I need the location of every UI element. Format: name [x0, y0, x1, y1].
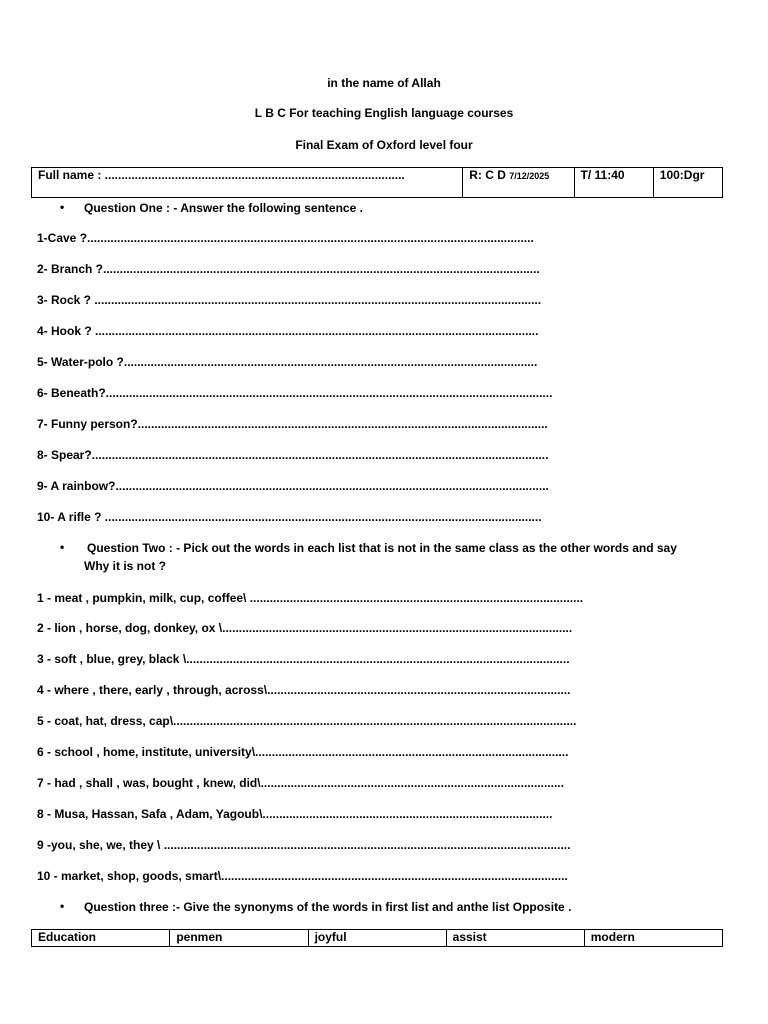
q2-title-line-2: Why it is not ?	[84, 559, 166, 573]
rcd-label: R: C D	[469, 168, 506, 182]
q2-item-9[interactable]: 9 -you, she, we, they \ ..........................................................................................................................	[37, 838, 571, 852]
degree-cell	[653, 168, 722, 198]
q2-title: Question Two : - Pick out the words in each list that is not in the same class as the other words and say	[87, 541, 677, 555]
q1-item-8[interactable]: 8- Spear?.........................................................................................................................................	[37, 448, 549, 462]
q3-word-cell	[446, 930, 584, 947]
q1-item-4[interactable]: 4- Hook ? .....................................................................................................................................	[37, 324, 539, 338]
q2-item-3[interactable]: 3 - soft , blue, grey, black \...................................................................................................................	[37, 652, 570, 666]
bullet-icon: •	[60, 540, 65, 554]
degree-value: 100:Dgr	[659, 168, 705, 182]
q1-item-6[interactable]: 6- Beneath?......................................................................................................................................	[37, 386, 553, 400]
q2-item-6[interactable]: 6 - school , home, institute, university\..............................................................................................	[37, 745, 569, 759]
full-name-field[interactable]: Full name : ..........................................................................................	[38, 168, 405, 182]
q3-word-2: penmen	[176, 930, 223, 944]
q2-item-8[interactable]: 8 - Musa, Hassan, Safa , Adam, Yagoub\.......................................................................................	[37, 807, 553, 821]
full-name-cell[interactable]	[32, 168, 463, 198]
q1-title: Question One : - Answer the following sentence .	[84, 201, 363, 215]
q1-item-9[interactable]: 9- A rainbow?..................................................................................................................................	[37, 479, 549, 493]
q1-item-3[interactable]: 3- Rock ? ......................................................................................................................................	[37, 293, 542, 307]
header-line-2: L B C For teaching English language courses	[254, 106, 514, 120]
header-line-1: in the name of Allah	[327, 76, 441, 90]
info-table	[31, 167, 723, 198]
q1-item-7[interactable]: 7- Funny person?...........................................................................................................................	[37, 417, 548, 431]
time-value: T/ 11:40	[580, 168, 625, 182]
q3-word-4: assist	[452, 930, 487, 944]
bullet-icon: •	[60, 899, 65, 913]
q2-item-4[interactable]: 4 - where , there, early , through, across\...........................................................................................	[37, 683, 571, 697]
rcd-date: 7/12/2025	[509, 171, 550, 181]
q3-word-5: modern	[590, 930, 635, 944]
q3-word-cell	[32, 930, 170, 947]
q1-item-10[interactable]: 10- A rifle ? ...................................................................................................................................	[37, 510, 542, 524]
q2-item-7[interactable]: 7 - had , shall , was, bought , knew, did\...........................................................................................	[37, 776, 564, 790]
q2-item-2[interactable]: 2 - lion , horse, dog, donkey, ox \.........................................................................................................	[37, 621, 573, 635]
time-cell	[574, 168, 653, 198]
q3-word-cell	[584, 930, 722, 947]
q1-item-5[interactable]: 5- Water-polo ?............................................................................................................................	[37, 355, 538, 369]
bullet-icon: •	[60, 200, 65, 214]
q1-item-2[interactable]: 2- Branch ?...................................................................................................................................	[37, 262, 540, 276]
q3-word-1: Education	[38, 930, 97, 944]
q3-word-3: joyful	[314, 930, 347, 944]
q1-item-1[interactable]: 1-Cave ?......................................................................................................................................	[37, 231, 534, 245]
q3-title: Question three :- Give the synonyms of the words in first list and anthe list Opposite .	[84, 900, 572, 914]
q3-word-cell	[308, 930, 446, 947]
q2-item-1[interactable]: 1 - meat , pumpkin, milk, cup, coffee\ ....................................................................................................	[37, 591, 584, 605]
exam-title: Final Exam of Oxford level four	[295, 138, 473, 152]
q3-word-cell	[170, 930, 308, 947]
rcd-cell	[463, 168, 574, 198]
q2-item-5[interactable]: 5 - coat, hat, dress, cap\.........................................................................................................................	[37, 714, 577, 728]
q3-words-table	[31, 929, 723, 947]
q2-item-10[interactable]: 10 - market, shop, goods, smart\........................................................................................................	[37, 869, 568, 883]
